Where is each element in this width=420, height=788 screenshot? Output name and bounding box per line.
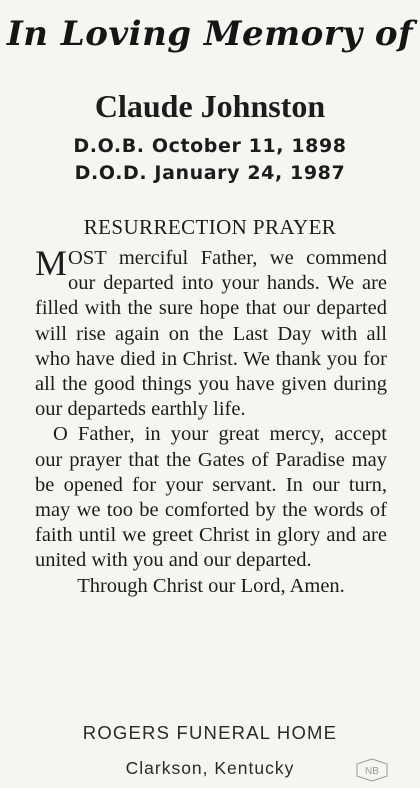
prayer-paragraph-2: O Father, in your great mercy, accept our prayer that the Gates of Paradise may be opened for your servant. In our turn, may we too be comforted by the words of faith until we greet Christ in glory and are united with you and our departed. [35, 423, 387, 572]
printer-mark-icon [355, 758, 389, 782]
prayer-paragraph-1 [35, 243, 387, 422]
prayer-closing: Through Christ our Lord, Amen. [77, 574, 345, 597]
date-of-death: D.O.D. January 24, 1987 [74, 162, 346, 184]
prayer-title: RESURRECTION PRAYER [83, 215, 337, 239]
date-of-birth: D.O.B. October 11, 1898 [73, 135, 347, 157]
funeral-home-location: Clarkson, Kentucky [125, 758, 295, 778]
prayer-text [35, 243, 387, 599]
memorial-heading: In Loving Memory of [6, 14, 414, 54]
funeral-home-name: ROGERS FUNERAL HOME [82, 722, 338, 743]
drop-cap: M [35, 243, 68, 283]
printer-mark-text: NB [365, 766, 379, 777]
deceased-name: Claude Johnston [94, 88, 326, 124]
prayer-paragraph-1-text: OST merciful Father, we commend our departed into your hands. We are filled with the sure hope that our departed will rise again on the Last Day with all who have died in Christ. We thank you for all the good things you have given during our departeds earthly life. [35, 247, 387, 421]
